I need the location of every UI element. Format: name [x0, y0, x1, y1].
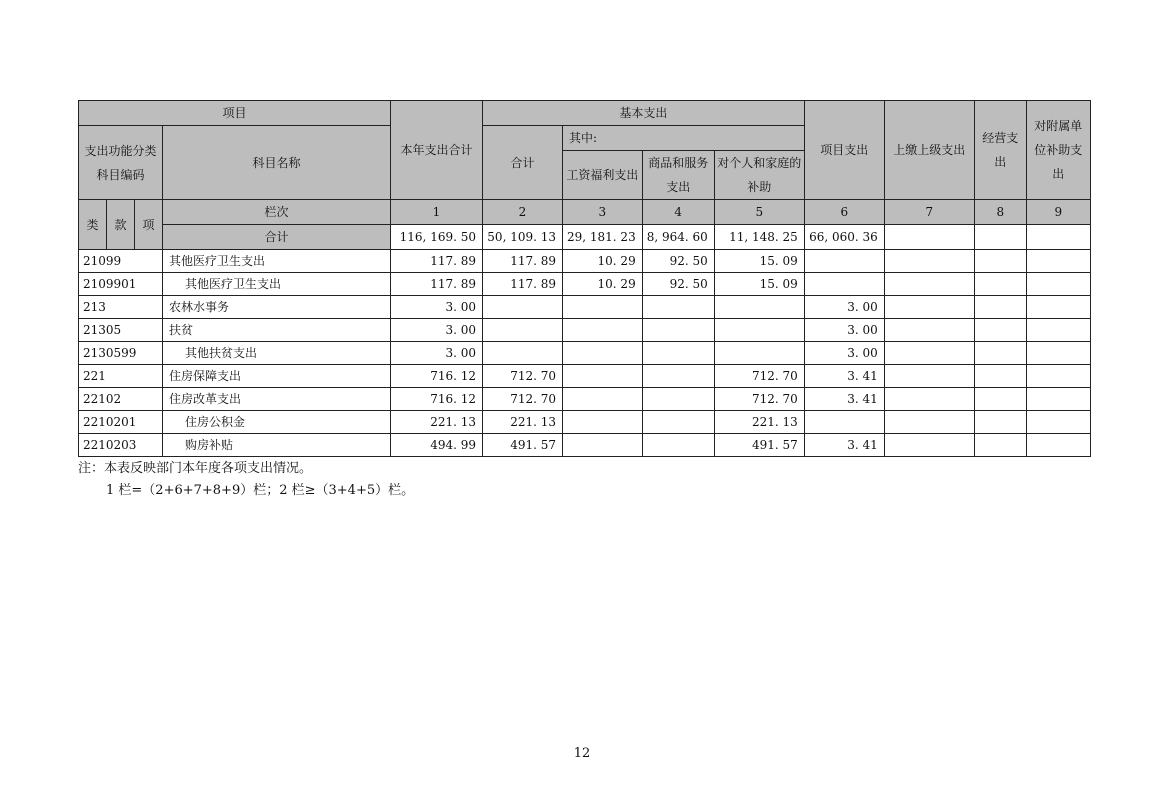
row-value-col-1: 716. 12 [391, 365, 483, 388]
header-item: 项目 [79, 101, 391, 126]
row-value-col-7 [884, 411, 974, 434]
row-value-col-2 [483, 319, 563, 342]
row-value-col-3 [563, 411, 643, 434]
header-business: 经营支出 [974, 101, 1026, 200]
row-value-col-7 [884, 273, 974, 296]
note-line-2: 1 栏=（2+6+7+8+9）栏；2 栏≥（3+4+5）栏。 [106, 483, 415, 498]
notes [78, 458, 414, 502]
header-col-8: 8 [974, 200, 1026, 225]
row-value-col-2 [483, 342, 563, 365]
row-value-col-9 [1026, 342, 1090, 365]
table-row [79, 319, 1091, 342]
row-value-col-5 [714, 342, 804, 365]
row-value-col-4: 92. 50 [642, 250, 714, 273]
row-value-col-5: 491. 57 [714, 434, 804, 457]
row-code: 213 [79, 296, 163, 319]
row-value-col-2: 712. 70 [483, 388, 563, 411]
row-value-col-5 [714, 296, 804, 319]
expenditure-table [78, 100, 1091, 457]
total-cell [1026, 225, 1090, 250]
row-value-col-8 [974, 365, 1026, 388]
table-row [79, 365, 1091, 388]
row-value-col-5: 712. 70 [714, 365, 804, 388]
table-row [79, 273, 1091, 296]
row-value-col-6: 3. 00 [804, 319, 884, 342]
row-value-col-1: 117. 89 [391, 250, 483, 273]
row-value-col-3 [563, 388, 643, 411]
row-value-col-8 [974, 434, 1026, 457]
total-cell: 116, 169. 50 [391, 225, 483, 250]
header-lanci: 栏次 [163, 200, 391, 225]
row-value-col-8 [974, 273, 1026, 296]
row-value-col-2 [483, 296, 563, 319]
row-value-col-6: 3. 41 [804, 365, 884, 388]
row-value-col-6: 3. 00 [804, 296, 884, 319]
row-value-col-9 [1026, 411, 1090, 434]
row-code: 22102 [79, 388, 163, 411]
row-value-col-5: 15. 09 [714, 250, 804, 273]
row-value-col-9 [1026, 434, 1090, 457]
row-value-col-4 [642, 319, 714, 342]
row-value-col-7 [884, 365, 974, 388]
header-col-9: 9 [1026, 200, 1090, 225]
row-value-col-6 [804, 250, 884, 273]
row-value-col-7 [884, 434, 974, 457]
header-lei: 类 [79, 200, 107, 250]
header-col-6: 6 [804, 200, 884, 225]
row-subject-name: 农林水事务 [163, 296, 391, 319]
row-value-col-8 [974, 250, 1026, 273]
row-value-col-1: 3. 00 [391, 319, 483, 342]
header-basic-total: 合计 [483, 126, 563, 200]
header-subsidiary: 对附属单位补助支出 [1026, 101, 1090, 200]
row-subject-name: 其他医疗卫生支出 [163, 250, 391, 273]
row-value-col-7 [884, 296, 974, 319]
row-value-col-7 [884, 388, 974, 411]
row-value-col-1: 117. 89 [391, 273, 483, 296]
total-label: 合计 [163, 225, 391, 250]
header-upper-level: 上缴上级支出 [884, 101, 974, 200]
total-cell: 29, 181. 23 [563, 225, 643, 250]
row-code: 2109901 [79, 273, 163, 296]
row-value-col-6: 3. 41 [804, 388, 884, 411]
row-value-col-3 [563, 319, 643, 342]
header-basic-expenditure: 基本支出 [483, 101, 805, 126]
row-subject-name: 购房补贴 [163, 434, 391, 457]
table-row [79, 434, 1091, 457]
row-value-col-8 [974, 388, 1026, 411]
row-value-col-6: 3. 41 [804, 434, 884, 457]
header-col-2: 2 [483, 200, 563, 225]
row-value-col-3: 10. 29 [563, 250, 643, 273]
row-subject-name: 住房保障支出 [163, 365, 391, 388]
row-value-col-8 [974, 296, 1026, 319]
header-personal: 对个人和家庭的补助 [714, 151, 804, 200]
row-value-col-1: 3. 00 [391, 342, 483, 365]
row-value-col-4: 92. 50 [642, 273, 714, 296]
row-value-col-4 [642, 434, 714, 457]
row-value-col-5: 15. 09 [714, 273, 804, 296]
row-code: 2130599 [79, 342, 163, 365]
row-value-col-6 [804, 273, 884, 296]
table-row [79, 250, 1091, 273]
row-value-col-9 [1026, 319, 1090, 342]
row-value-col-3 [563, 434, 643, 457]
row-value-col-5 [714, 319, 804, 342]
row-value-col-3 [563, 296, 643, 319]
page-number: 12 [573, 746, 591, 761]
note-line-1: 注：本表反映部门本年度各项支出情况。 [78, 461, 313, 476]
row-value-col-1: 3. 00 [391, 296, 483, 319]
row-value-col-8 [974, 342, 1026, 365]
row-value-col-9 [1026, 388, 1090, 411]
total-cell: 11, 148. 25 [714, 225, 804, 250]
header-col-3: 3 [563, 200, 643, 225]
header-row-4 [79, 200, 1091, 225]
row-value-col-9 [1026, 296, 1090, 319]
header-kuan: 款 [107, 200, 135, 250]
row-value-col-3 [563, 342, 643, 365]
row-value-col-9 [1026, 365, 1090, 388]
total-cell: 8, 964. 60 [642, 225, 714, 250]
header-col-4: 4 [642, 200, 714, 225]
row-value-col-2: 491. 57 [483, 434, 563, 457]
total-cell: 50, 109. 13 [483, 225, 563, 250]
row-value-col-5: 221. 13 [714, 411, 804, 434]
header-col-5: 5 [714, 200, 804, 225]
row-value-col-6 [804, 411, 884, 434]
row-value-col-4 [642, 365, 714, 388]
row-value-col-2: 221. 13 [483, 411, 563, 434]
header-code: 支出功能分类科目编码 [79, 126, 163, 200]
row-code: 21099 [79, 250, 163, 273]
header-of-which: 其中: [563, 126, 805, 151]
header-subject-name: 科目名称 [163, 126, 391, 200]
row-value-col-1: 494. 99 [391, 434, 483, 457]
table-row [79, 388, 1091, 411]
row-value-col-2: 712. 70 [483, 365, 563, 388]
header-row-1 [79, 101, 1091, 126]
row-subject-name: 住房改革支出 [163, 388, 391, 411]
row-value-col-5: 712. 70 [714, 388, 804, 411]
row-subject-name: 住房公积金 [163, 411, 391, 434]
total-row [79, 225, 1091, 250]
row-value-col-8 [974, 319, 1026, 342]
total-cell: 66, 060. 36 [804, 225, 884, 250]
header-project-expenditure: 项目支出 [804, 101, 884, 200]
row-value-col-9 [1026, 273, 1090, 296]
row-value-col-4 [642, 342, 714, 365]
table-row [79, 411, 1091, 434]
row-value-col-8 [974, 411, 1026, 434]
row-value-col-7 [884, 342, 974, 365]
header-goods: 商品和服务支出 [642, 151, 714, 200]
row-value-col-2: 117. 89 [483, 273, 563, 296]
row-value-col-9 [1026, 250, 1090, 273]
total-cell [884, 225, 974, 250]
table-row [79, 296, 1091, 319]
row-value-col-3: 10. 29 [563, 273, 643, 296]
row-code: 21305 [79, 319, 163, 342]
row-code: 2210201 [79, 411, 163, 434]
row-code: 221 [79, 365, 163, 388]
row-subject-name: 扶贫 [163, 319, 391, 342]
header-total-expenditure: 本年支出合计 [391, 101, 483, 200]
row-subject-name: 其他扶贫支出 [163, 342, 391, 365]
row-subject-name: 其他医疗卫生支出 [163, 273, 391, 296]
row-value-col-7 [884, 250, 974, 273]
header-xiang: 项 [135, 200, 163, 250]
row-value-col-4 [642, 411, 714, 434]
row-value-col-1: 716. 12 [391, 388, 483, 411]
total-cell [974, 225, 1026, 250]
row-value-col-6: 3. 00 [804, 342, 884, 365]
row-value-col-1: 221. 13 [391, 411, 483, 434]
header-col-1: 1 [391, 200, 483, 225]
row-value-col-4 [642, 296, 714, 319]
row-value-col-4 [642, 388, 714, 411]
header-col-7: 7 [884, 200, 974, 225]
row-value-col-7 [884, 319, 974, 342]
row-value-col-2: 117. 89 [483, 250, 563, 273]
row-value-col-3 [563, 365, 643, 388]
row-code: 2210203 [79, 434, 163, 457]
table-row [79, 342, 1091, 365]
header-wages: 工资福利支出 [563, 151, 643, 200]
